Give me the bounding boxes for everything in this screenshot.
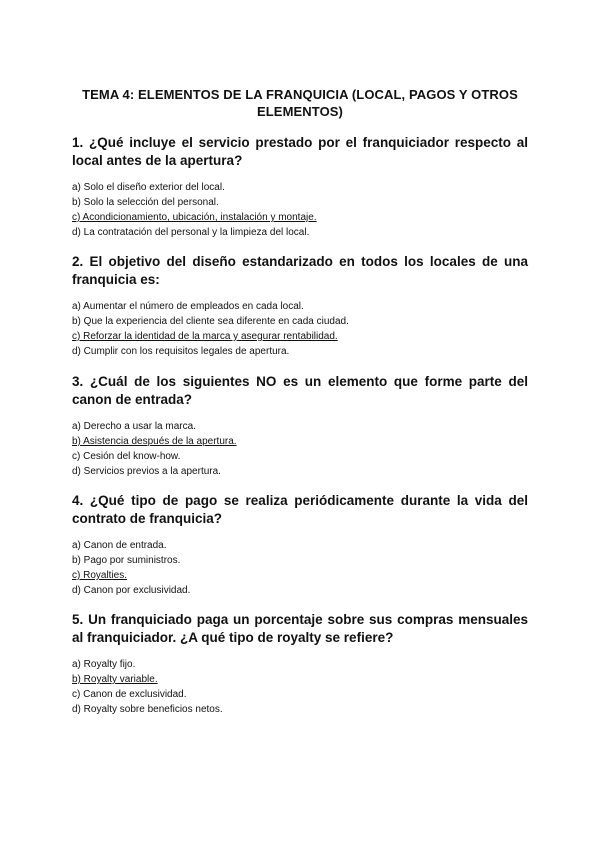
option-b: b) Pago por suministros.: [72, 555, 181, 566]
page-title: TEMA 4: ELEMENTOS DE LA FRANQUICIA (LOCAL, PAGOS Y OTROS ELEMENTOS): [82, 87, 518, 119]
option-b: b) Solo la selección del personal.: [72, 197, 219, 208]
option-a: a) Derecho a usar la marca.: [72, 421, 196, 432]
question-text: 2. El objetivo del diseño estandarizado en todos los locales de una franquicia es:: [72, 254, 528, 287]
question-block: [72, 373, 528, 479]
question-text: 4. ¿Qué tipo de pago se realiza periódicamente durante la vida del contrato de franquicia?: [72, 493, 528, 526]
option-d: d) Canon por exclusividad.: [72, 585, 191, 596]
option-b: b) Que la experiencia del cliente sea diferente en cada ciudad.: [72, 316, 349, 327]
option-d: d) La contratación del personal y la limpieza del local.: [72, 227, 310, 238]
question-block: [72, 611, 528, 717]
question-block: [72, 492, 528, 598]
question-text: 3. ¿Cuál de los siguientes NO es un elemento que forme parte del canon de entrada?: [72, 374, 528, 407]
option-c-correct: c) Royalties.: [72, 570, 128, 581]
option-a: a) Solo el diseño exterior del local.: [72, 182, 225, 193]
options-list: [72, 180, 528, 240]
option-c: c) Cesión del know-how.: [72, 451, 181, 462]
option-c-correct: c) Acondicionamiento, ubicación, instalación y montaje.: [72, 212, 317, 223]
option-d: d) Cumplir con los requisitos legales de apertura.: [72, 346, 290, 357]
options-list: [72, 538, 528, 598]
option-d: d) Royalty sobre beneficios netos.: [72, 704, 223, 715]
question-block: [72, 134, 528, 240]
option-b-correct: b) Royalty variable.: [72, 674, 158, 685]
option-b-correct: b) Asistencia después de la apertura.: [72, 436, 237, 447]
option-a: a) Aumentar el número de empleados en cada local.: [72, 301, 304, 312]
options-list: [72, 299, 528, 359]
question-text: 5. Un franquiciado paga un porcentaje sobre sus compras mensuales al franquiciador. ¿A qué tipo de royalty se refiere?: [72, 612, 528, 645]
option-d: d) Servicios previos a la apertura.: [72, 466, 221, 477]
question-block: [72, 253, 528, 359]
options-list: [72, 657, 528, 717]
option-a: a) Royalty fijo.: [72, 659, 136, 670]
option-c: c) Canon de exclusividad.: [72, 689, 187, 700]
options-list: [72, 419, 528, 479]
question-text: 1. ¿Qué incluye el servicio prestado por el franquiciador respecto al local antes de la apertura?: [72, 135, 528, 168]
option-a: a) Canon de entrada.: [72, 540, 167, 551]
option-c-correct: c) Reforzar la identidad de la marca y asegurar rentabilidad.: [72, 331, 338, 342]
